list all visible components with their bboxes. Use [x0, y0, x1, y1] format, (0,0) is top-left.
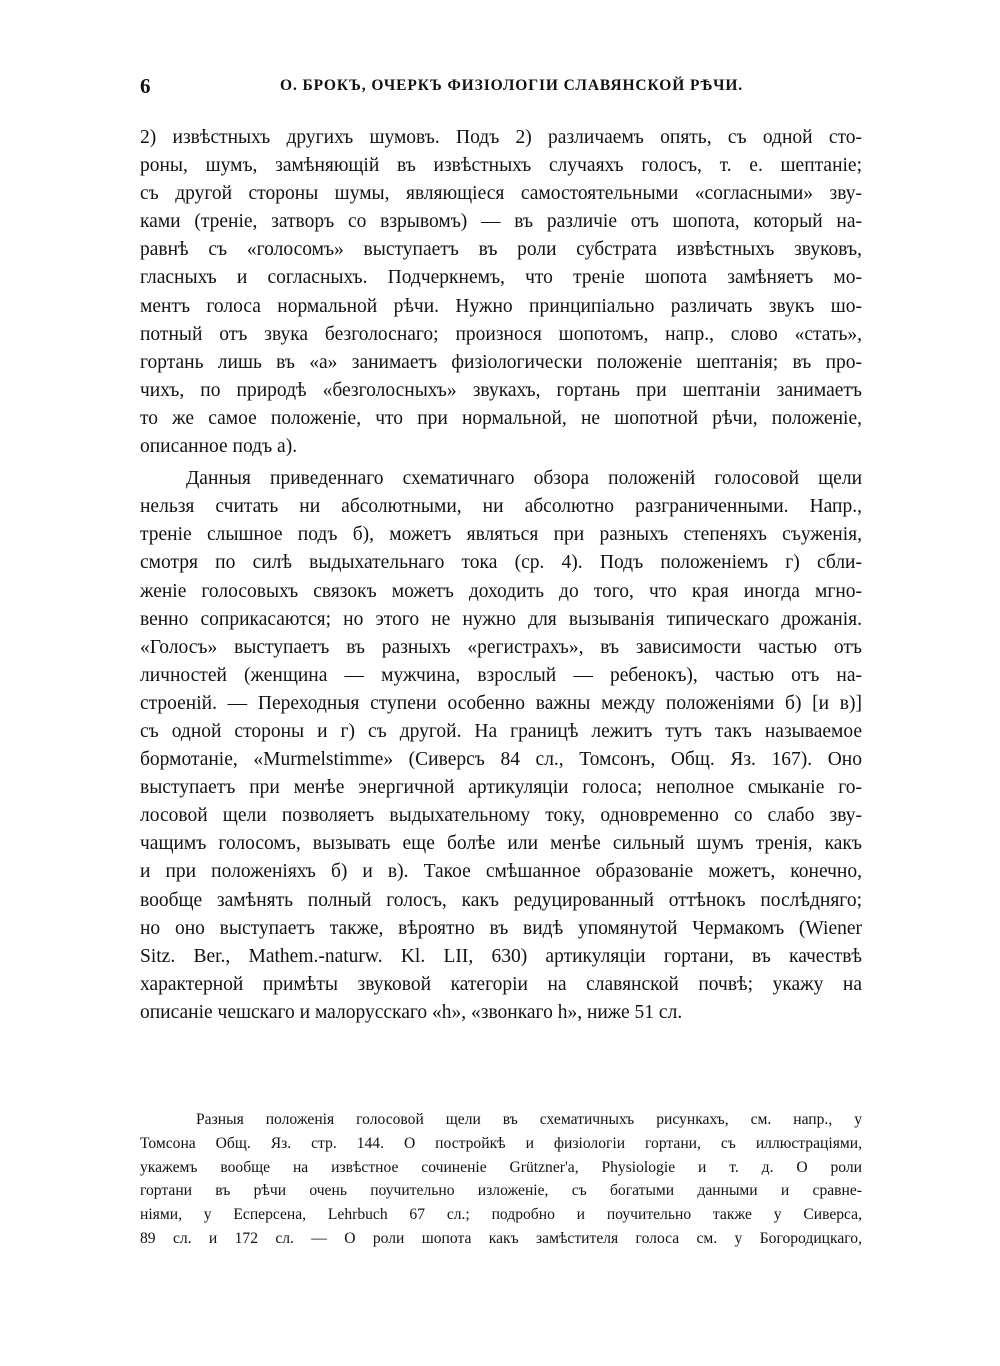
text-line: бормотаніе, «Murmelstimme» (Сиверсъ 84 сл., Томсонъ, Общ. Яз. 167). Оно	[140, 749, 862, 771]
text-line: женіе голосовыхъ связокъ можетъ доходить до того, что края иногда мгно-	[140, 580, 862, 602]
footnote	[140, 1108, 862, 1251]
text-line: личностей (женщина — мужчина, взрослый — ребенокъ), частью отъ на-	[140, 664, 862, 686]
text-line: нельзя считать ни абсолютными, ни абсолютно разграниченными. Напр.,	[140, 496, 862, 518]
text-line: потный отъ звука безголоснаго; произнося шопотомъ, напр., слово «стать»,	[140, 323, 862, 345]
footnote-line: Разныя положенія голосовой щели въ схематичныхъ рисункахъ, см. напр., у	[196, 1111, 862, 1128]
text-line: равнѣ съ «голосомъ» выступаетъ въ роли субстрата извѣстныхъ звуковъ,	[140, 239, 862, 261]
text-line: ментъ голоса нормальной рѣчи. Нужно принципіально различать звукъ шо-	[140, 295, 862, 317]
text-line: съ одной стороны и г) съ другой. На границѣ лежитъ тутъ такъ называемое	[140, 720, 862, 742]
paragraph-1	[140, 124, 862, 461]
text-line: строеній. — Переходныя ступени особенно важны между положеніями б) [и в)]	[140, 692, 862, 714]
page-header	[140, 74, 860, 104]
text-line: гортань лишь въ «а» занимаетъ физіологически положеніе шептанія; въ про-	[140, 351, 862, 373]
text-line: гласныхъ и согласныхъ. Подчеркнемъ, что треніе шопота замѣняетъ мо-	[140, 267, 862, 289]
text-line: и при положеніяхъ б) и в). Такое смѣшанное образованіе можетъ, конечно,	[140, 861, 862, 883]
text-line: лосовой щели позволяетъ выдыхательному току, одновременно со слабо зву-	[140, 805, 862, 827]
running-head: О. БРОКЪ, ОЧЕРКЪ ФИЗІОЛОГІИ СЛАВЯНСКОЙ РѢЧИ.	[280, 77, 744, 94]
text-line: чащимъ голосомъ, вызывать еще болѣе или менѣе сильный шумъ тренія, какъ	[140, 833, 862, 855]
footnote-line: укажемъ вообще на извѣстное сочиненіе Grützner'а, Physiologie и т. д. О роли	[140, 1158, 862, 1176]
main-text	[140, 124, 862, 1027]
text-line: роны, шумъ, замѣняющій въ извѣстныхъ случаяхъ голосъ, т. е. шептаніе;	[140, 155, 862, 177]
footnote-line: ніями, у Есперсена, Lehrbuch 67 сл.; подробно и поучительно также у Сиверса,	[140, 1206, 862, 1224]
text-line: но оно выступаетъ также, вѣроятно въ видѣ упомянутой Чермакомъ (Wiener	[140, 917, 862, 939]
footnote-line: Томсона Общ. Яз. стр. 144. О постройкѣ и физіологіи гортани, съ иллюстраціями,	[140, 1134, 862, 1152]
text-line: съ другой стороны шумы, являющіеся самостоятельными «согласными» зву-	[140, 183, 862, 205]
paragraph-2	[140, 465, 862, 1027]
text-line: вообще замѣнять полный голосъ, какъ редуцированный оттѣнокъ послѣдняго;	[140, 889, 862, 911]
footnote-line: гортани въ рѣчи очень поучительно изложеніе, съ богатыми данными и сравне-	[140, 1182, 862, 1200]
text-line: «Голосъ» выступаетъ въ разныхъ «регистрахъ», въ зависимости частью отъ	[140, 636, 862, 658]
text-line: характерной примѣты звуковой категоріи на славянской почвѣ; укажу на	[140, 973, 862, 995]
text-line: то же самое положеніе, что при нормальной, не шопотной рѣчи, положеніе,	[140, 407, 862, 429]
text-line: треніе слышное подъ б), можетъ являться при разныхъ степеняхъ съуженія,	[140, 524, 862, 546]
page-number: 6	[140, 74, 151, 98]
text-line: чихъ, по природѣ «безголосныхъ» звукахъ, гортань при шептаніи занимаетъ	[140, 379, 862, 401]
text-line: 2) извѣстныхъ другихъ шумовъ. Подъ 2) различаемъ опять, съ одной сто-	[140, 127, 862, 148]
text-line: выступаетъ при менѣе энергичной артикуляціи голоса; неполное смыканіе го-	[140, 777, 862, 799]
text-line: смотря по силѣ выдыхательнаго тока (ср. 4). Подъ положеніемъ г) сбли-	[140, 552, 862, 574]
text-line: описанное подъ а).	[140, 436, 298, 458]
text-line: венно соприкасаются; но этого не нужно для вызыванія типическаго дрожанія.	[140, 608, 862, 630]
text-line: Sitz. Ber., Mathem.-naturw. Kl. LII, 630) артикуляціи гортани, въ качествѣ	[140, 945, 862, 967]
footnote-line: 89 сл. и 172 сл. — О роли шопота какъ замѣстителя голоса см. у Богородицкаго,	[140, 1229, 862, 1247]
text-line: описаніе чешскаго и малорусскаго «h», «звонкаго h», ниже 51 сл.	[140, 1001, 683, 1023]
text-line: ками (треніе, затворъ со взрывомъ) — въ различіе отъ шопота, который на-	[140, 211, 862, 233]
text-line: Данныя приведеннаго схематичнаго обзора положеній голосовой щели	[186, 468, 862, 490]
